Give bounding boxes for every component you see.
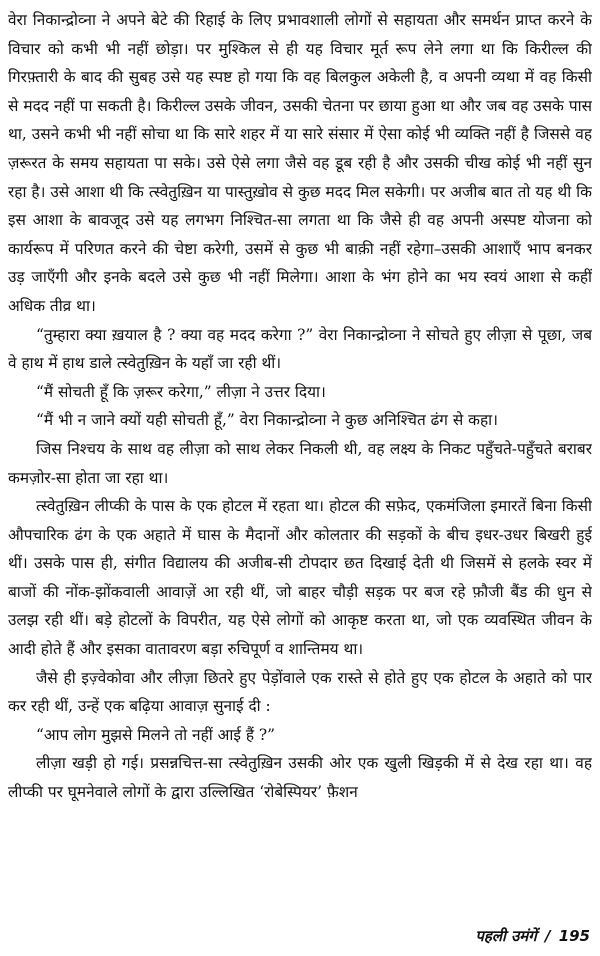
paragraph-1: वेरा निकान्द्रोव्ना ने अपने बेटे की रिहाई के लिए प्रभावशाली लोगों से सहायता और समर्थन प्राप्त करने के विचार को कभी भी नहीं छोड़ा। पर मुश्किल से ही यह विचार मूर्त रूप लेने लगा था कि किरील्ल की गिरफ़्तारी के बाद की सुबह उसे यह स्पष्ट हो गया कि वह बिलकुल अकेली है, व अपनी व्यथा में वह किसी से मदद नहीं पा सकती है। किरील्ल उसके जीवन, उसकी चेतना पर छाया हुआ था और जब वह उसके पास था, उसने कभी भी नहीं सोचा था कि सारे शहर में या सारे संसार में ऐसा कोई भी व्यक्ति नहीं है जिससे वह ज़रूरत के समय सहायता पा सके। उसे ऐसे लगा जैसे वह डूब रही है और उसकी चीख कोई भी नहीं सुन रहा है। उसे आशा थी कि त्स्वेतुख़िन या पास्तुख़ोव से कुछ मदद मिल सकेगी। पर अजीब बात तो यह थी कि इस आशा के बावजूद उसे यह लगभग निश्चित-सा लगता था कि जैसे ही वह अपनी अस्पष्ट योजना को कार्यरूप में परिणत करने की चेष्टा करेगी, उसमें से कुछ भी बाक़ी नहीं रहेगा–उसकी आशाएँ भाप बनकर उड़ जाएँगी और इनके बदले उसे कुछ भी नहीं मिलेगा। आशा के भंग होने का भय स्वयं आशा से कहीं अधिक तीव्र था। (8, 11, 592, 315)
paragraph-6: त्स्वेतुख़िन लीप्की के पास के एक होटल में रहता था। होटल की सफ़ेद, एकमंजिला इमारतें बिना किसी औपचारिक ढंग के एक अहाते में घास के मैदानों और कोलतार की सड़कों के बीच इधर-उधर बिखरी हुई थीं। उसके पास ही, संगीत विद्यालय की अजीब-सी टोपदार छत दिखाई देती थी जिसमें से हलके स्वर में बाजों की नोंक-झोंकवाली आवाज़ें आ रही थीं, जो बाहर चौड़ी सड़क पर बज रहे फ़ौजी बैंड की धुन से उलझ रही थीं। बड़े होटलों के विपरीत, यह ऐसे लोगों को आकृष्ट करता था, जो एक व्यवस्थित जीवन के आदी होते हैं और इसका वातावरण बड़ा रुचिपूर्ण व शान्तिमय था। (8, 497, 592, 659)
footer-separator: / (544, 927, 551, 945)
paragraph-4: “मैं भी न जाने क्यों यही सोचती हूँ,” वेरा निकान्द्रोव्ना ने कुछ अनिश्चित ढंग से कहा। (36, 411, 498, 430)
body-text (8, 6, 592, 807)
paragraph-3: “मैं सोचती हूँ कि ज़रूर करेगा,” लीज़ा ने उत्तर दिया। (36, 382, 326, 401)
paragraph-9: लीज़ा खड़ी हो गई। प्रसन्नचित्त-सा त्स्वेतुख़िन उसकी ओर एक खुली खिड़की में से देख रहा था। वह लीप्की पर घूमनेवाले लोगों के द्वारा उल्लिखित ‘रोबेस्पियर’ फ़ैशन (8, 754, 592, 802)
page-number: 195 (558, 927, 590, 945)
paragraph-2: “तुम्हारा क्या ख़याल है ? क्या वह मदद करेगा ?” वेरा निकान्द्रोव्ना ने सोचते हुए लीज़ा से पूछा, जब वे हाथ में हाथ डाले त्स्वेतुख़िन के यहाँ जा रही थीं। (8, 325, 592, 373)
page-footer (475, 926, 590, 946)
paragraph-8: “आप लोग मुझसे मिलने तो नहीं आई हैं ?” (36, 725, 276, 744)
paragraph-5: जिस निश्चय के साथ वह लीज़ा को साथ लेकर निकली थी, वह लक्ष्य के निकट पहुँचते-पहुँचते बराबर कमज़ोर-सा होता जा रहा था। (8, 439, 592, 487)
running-title: पहली उमंगें (475, 927, 537, 945)
book-page (8, 6, 592, 950)
paragraph-7: जैसे ही इज़्वेकोवा और लीज़ा छितरे हुए पेड़ोंवाले एक रास्ते से होते हुए एक होटल के अहाते को पार कर रही थीं, उन्हें एक बढ़िया आवाज़ सुनाई दी : (8, 668, 592, 716)
